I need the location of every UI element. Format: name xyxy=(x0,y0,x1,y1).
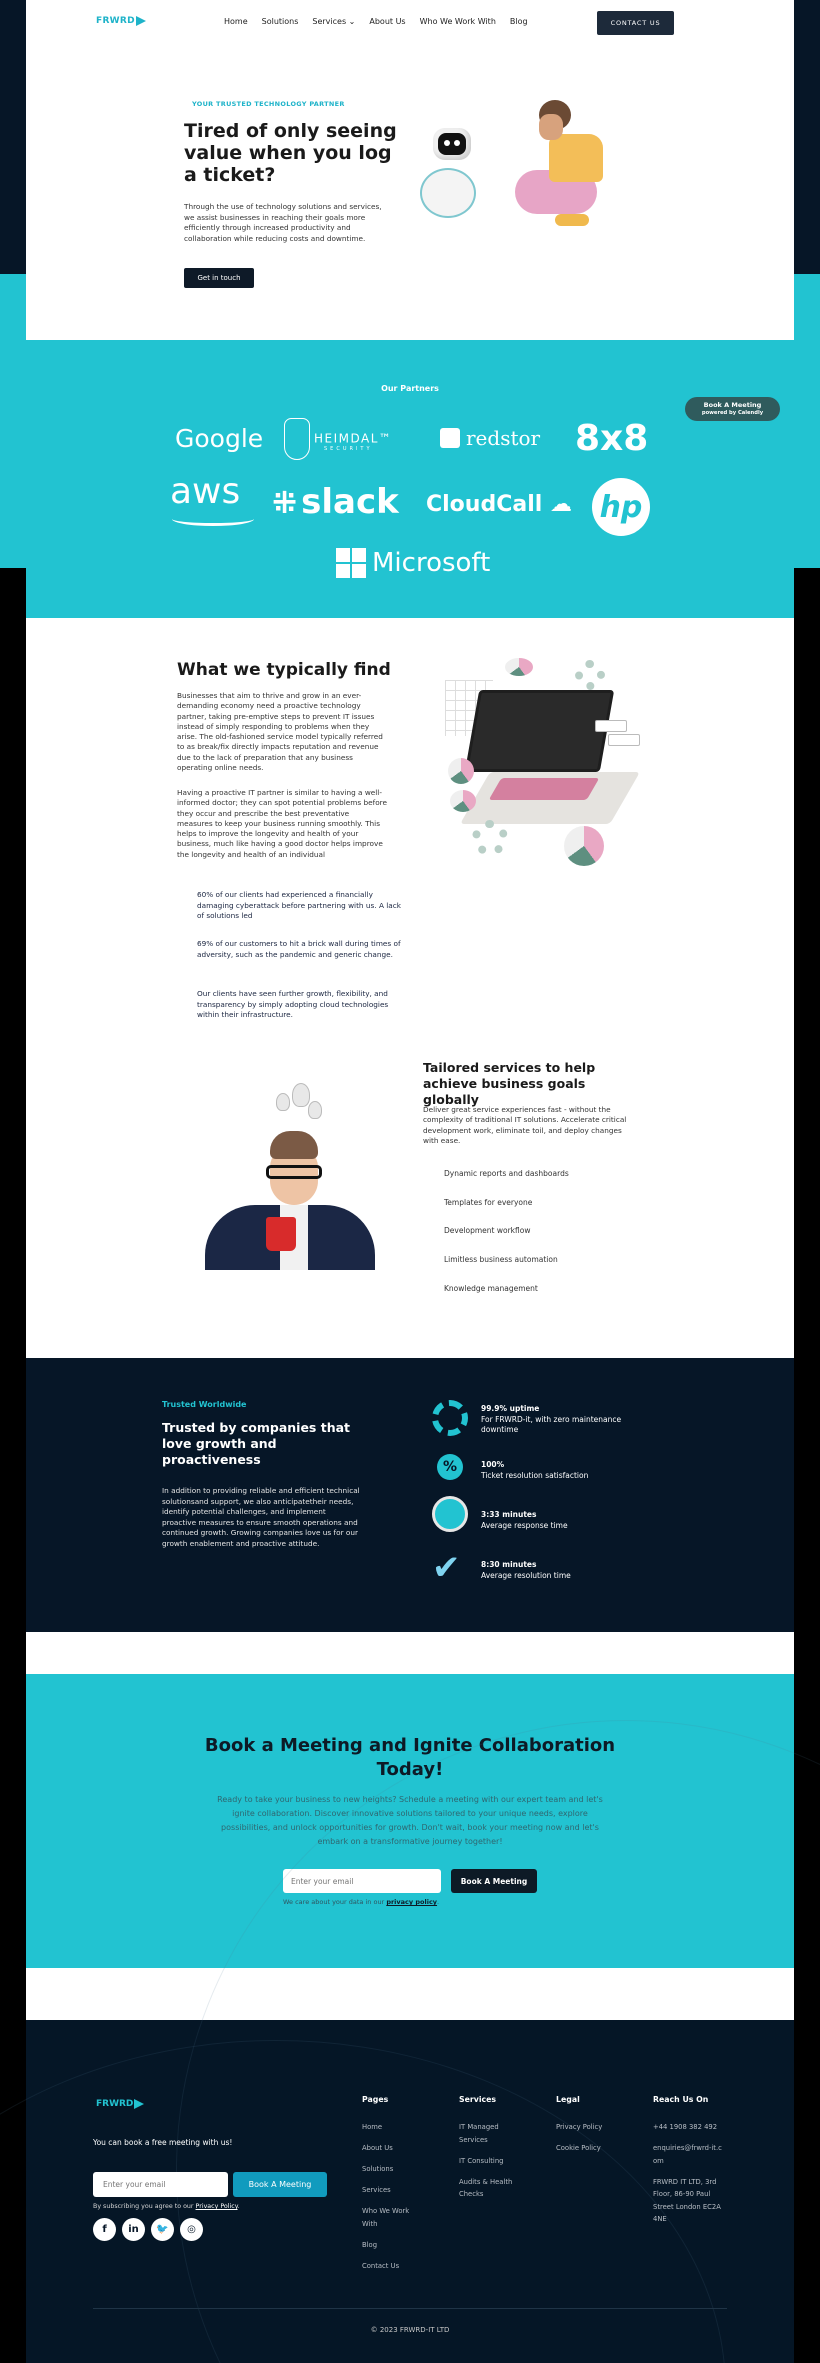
hero-section xyxy=(26,48,794,340)
main-nav xyxy=(224,17,528,26)
footer-divider xyxy=(93,2308,727,2309)
footer-col-pages: Pages Home About Us Solutions Services Who We Work With Blog Contact Us xyxy=(362,2095,462,2280)
footer-logo[interactable]: FRWRD xyxy=(96,2099,144,2109)
logo[interactable]: FRWRD xyxy=(96,16,146,26)
stat-item: Our clients have seen further growth, flexibility, and transparency by simply adopting cloud technologies within their infrastructure. xyxy=(197,989,389,1019)
book-meeting-button[interactable]: Book A Meeting xyxy=(451,1869,537,1893)
hero-title: Tired of only seeing value when you log a ticket? xyxy=(184,120,397,186)
footer-address: FRWRD IT LTD, 3rd Floor, 86-90 Paul Street London EC2A 4NE xyxy=(653,2177,721,2224)
slack-logo: ⁜ slack xyxy=(272,482,399,522)
footer-email-input[interactable] xyxy=(93,2172,228,2197)
what-we-find-section xyxy=(26,618,794,1358)
service-item: Knowledge management xyxy=(444,1284,538,1293)
footer-link[interactable]: Cookie Policy xyxy=(556,2143,601,2152)
footer-col-legal: Legal Privacy Policy Cookie Policy xyxy=(556,2095,656,2163)
footer-subscribe-note: By subscribing you agree to our Privacy Policy. xyxy=(93,2203,240,2210)
hp-logo: hp xyxy=(592,478,650,536)
nav-home[interactable]: Home xyxy=(224,17,248,26)
laptop-illustration xyxy=(430,650,650,860)
kpi-item: 8:30 minutes Average resolution time xyxy=(481,1560,571,1580)
nav-services[interactable]: Services ⌄ xyxy=(312,17,356,26)
privacy-note: We care about your data in our privacy policy. xyxy=(283,1898,440,1906)
8x8-logo: 8x8 xyxy=(575,418,649,459)
heimdal-helmet-icon xyxy=(284,418,310,460)
trusted-eyebrow: Trusted Worldwide xyxy=(162,1400,247,1409)
nav-about[interactable]: About Us xyxy=(369,17,406,26)
stat-item: 69% of our customers to hit a brick wall during times of adversity, such as the pandemic and generic change. xyxy=(197,939,401,959)
find-title: What we typically find xyxy=(177,660,391,680)
footer-email[interactable]: enquiries@frwrd-it.com xyxy=(653,2143,722,2165)
footer-link[interactable]: Audits & Health Checks xyxy=(459,2177,513,2199)
gear-wrench-icon xyxy=(432,1400,468,1436)
footer-link[interactable]: Privacy Policy xyxy=(556,2123,603,2131)
footer-col-reach: Reach Us On +44 1908 382 492 enquiries@frwrd-it.com FRWRD IT LTD, 3rd Floor, 86-90 Paul Street London EC2A 4NE xyxy=(653,2095,725,2234)
heimdal-logo: HEIMDAL™ SECURITY xyxy=(284,418,392,460)
clock-icon xyxy=(432,1496,468,1532)
spacer xyxy=(26,1632,794,1674)
chevron-down-icon: ⌄ xyxy=(348,17,356,26)
find-paragraph-2: Having a proactive IT partner is similar to having a well-informed doctor; they can spot potential problems before they occur and prescribe the best preventative measures to keep your business running smoothly. This helps to improve the longevity and health of your business, much like having a good doctor helps improve the longevity and health of an individual xyxy=(177,788,388,859)
google-logo: Google xyxy=(175,424,264,453)
contact-us-button[interactable]: CONTACT US xyxy=(597,11,674,35)
social-links xyxy=(93,2218,203,2241)
redstor-mark-icon xyxy=(440,428,460,448)
cloudcall-logo: CloudCall ☁ xyxy=(426,492,572,517)
footer-phone[interactable]: +44 1908 382 492 xyxy=(653,2123,718,2131)
footer-col-services: Services IT Managed Services IT Consulting Audits & Health Checks xyxy=(459,2095,559,2209)
trusted-title: Trusted by companies that love growth and proactiveness xyxy=(162,1420,351,1467)
instagram-icon[interactable]: ◎ xyxy=(180,2218,203,2241)
footer-book-meeting-button[interactable]: Book A Meeting xyxy=(233,2172,327,2197)
aws-smile-icon xyxy=(172,512,254,526)
trusted-body: In addition to providing reliable and efficient technical solutionsand support, we also anticipatetheir needs, identify potential challenges, and implement proactive measures to ensure smooth operations and continued growth. Growing companies love us for our growth enablement and proactive attitude. xyxy=(162,1486,360,1548)
footer-link[interactable]: Services xyxy=(362,2185,391,2194)
trusted-section xyxy=(26,1358,794,1632)
footer-tagline: You can book a free meeting with us! xyxy=(93,2138,233,2147)
book-body: Ready to take your business to new heights? Schedule a meeting with our expert team and let's ignite collaboration. Discover innovative solutions tailored to your unique needs, explore possibilities, and unlock opportunities for growth. Don't wait, book your meeting now and let's embark on a transformative journey together! xyxy=(217,1795,603,1846)
service-item: Limitless business automation xyxy=(444,1255,558,1264)
stat-item: 60% of our clients had experienced a financially damaging cyberattack before partnering with us. A lack of solutions led xyxy=(197,890,401,920)
book-title: Book a Meeting and Ignite Collaboration Today! xyxy=(204,1735,616,1780)
get-in-touch-button[interactable]: Get in touch xyxy=(184,268,254,288)
checkmark-icon: ✔ xyxy=(432,1548,461,1588)
tailored-title: Tailored services to help achieve business goals globally xyxy=(423,1060,596,1107)
service-item: Templates for everyone xyxy=(444,1198,533,1207)
footer-link[interactable]: Contact Us xyxy=(362,2261,400,2270)
privacy-policy-link[interactable]: privacy policy xyxy=(386,1898,438,1906)
linkedin-icon[interactable]: in xyxy=(122,2218,145,2241)
footer-link[interactable]: About Us xyxy=(362,2143,393,2152)
footer-link[interactable]: Home xyxy=(362,2123,383,2131)
footer-link[interactable]: Who We Work With xyxy=(362,2206,410,2228)
logo-arrow-icon xyxy=(136,16,146,26)
kpi-item: 100% Ticket resolution satisfaction xyxy=(481,1460,589,1480)
tailored-body: Deliver great service experiences fast - without the complexity of traditional IT solutions. Accelerate critical development work, eliminate toil, and deploy changes with ease. xyxy=(423,1105,627,1145)
microsoft-logo: Microsoft xyxy=(336,548,490,578)
facebook-icon[interactable]: f xyxy=(93,2218,116,2241)
kpi-item: 99.9% uptime For FRWRD-it, with zero maintenance downtime xyxy=(481,1404,622,1434)
service-item: Dynamic reports and dashboards xyxy=(444,1169,569,1178)
cloud-icon: ☁ xyxy=(549,492,572,517)
nav-blog[interactable]: Blog xyxy=(509,17,528,26)
businessman-illustration xyxy=(200,1075,380,1270)
kpi-item: 3:33 minutes Average response time xyxy=(481,1510,568,1530)
slack-hash-icon: ⁜ xyxy=(272,486,298,521)
nav-solutions[interactable]: Solutions xyxy=(261,17,299,26)
footer-link[interactable]: Solutions xyxy=(362,2164,394,2173)
woman-illustration xyxy=(505,100,625,240)
footer-link[interactable]: Blog xyxy=(362,2240,378,2249)
hero-eyebrow: YOUR TRUSTED TECHNOLOGY PARTNER xyxy=(192,100,345,108)
mug-icon xyxy=(266,1217,296,1251)
partners-title: Our Partners xyxy=(381,384,439,393)
percent-hand-icon: % xyxy=(437,1454,463,1480)
copyright: © 2023 FRWRD-IT LTD xyxy=(370,2326,450,2334)
hero-body: Through the use of technology solutions and services, we assist businesses in reaching their goals more efficiently through increased productivity and collaboration while reducing costs and downtime. xyxy=(184,202,382,243)
service-item: Development workflow xyxy=(444,1226,531,1235)
calendly-book-meeting-badge[interactable]: Book A Meeting powered by Calendly xyxy=(685,397,780,421)
footer-privacy-link[interactable]: Privacy Policy xyxy=(195,2203,238,2210)
redstor-logo: redstor xyxy=(440,426,540,450)
twitter-icon[interactable]: 🐦 xyxy=(151,2218,174,2241)
footer-link[interactable]: IT Managed Services xyxy=(459,2123,499,2144)
aws-logo: aws xyxy=(170,474,240,510)
microsoft-windows-icon xyxy=(336,548,366,578)
nav-who-we-work-with[interactable]: Who We Work With xyxy=(419,17,496,26)
footer-link[interactable]: IT Consulting xyxy=(459,2156,504,2165)
find-paragraph-1: Businesses that aim to thrive and grow in an ever-demanding economy need a proactive technology partner, taking pre-emptive steps to prevent IT issues instead of simply responding to problems when they arise. The old-fashioned service model typically referred to as break/fix directly impacts reputation and revenue due to the lack of preparation that any business operating online needs. xyxy=(177,691,383,773)
logo-arrow-icon xyxy=(134,2099,144,2109)
